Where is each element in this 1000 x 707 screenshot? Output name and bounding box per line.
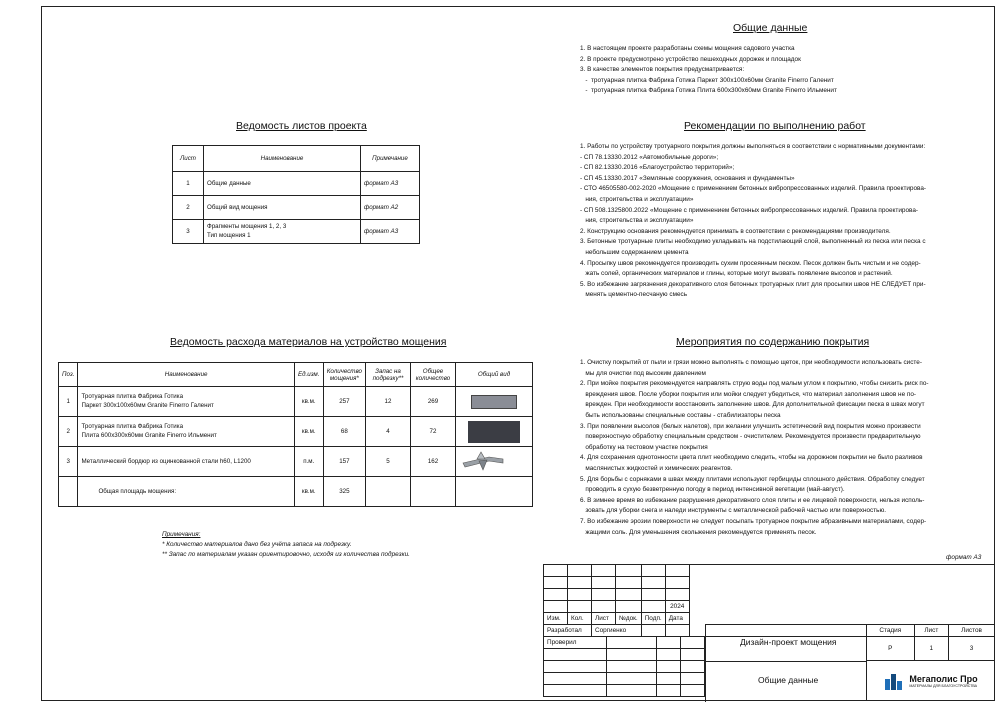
list-item: 1. Работы по устройству тротуарного покрытия должны выполняться в соответствии с нормативными документами: <box>580 143 926 150</box>
list-item: 5. Во избежание загрязнения декоративного слоя бетонных тротуарных плит для просыпки швов НЕ СЛЕДУЕТ при- <box>580 280 926 288</box>
sheet-name: Общий вид мощения <box>204 196 361 220</box>
note-line: * Количество материалов дано без учёта запаса на подрезку. <box>162 541 352 548</box>
sheets-header-num: Лист <box>173 146 204 172</box>
material-unit: кв.м. <box>294 417 323 447</box>
sheet-name: Фрагменты мощения 1, 2, 3 Тип мощения 1 <box>204 220 361 244</box>
materials-header-view: Общий вид <box>456 363 533 387</box>
list-item: 3. В качестве элементов покрытия предусматривается: <box>580 66 745 74</box>
sheets-title: Ведомость листов проекта <box>236 120 367 132</box>
list-item: - СП 45.13330.2017 «Земляные сооружения, основания и фундаменты» <box>580 174 795 182</box>
materials-header-name: Наименование <box>78 363 294 387</box>
materials-title: Ведомость расхода материалов на устройство мощения <box>170 336 447 348</box>
sheet-note: формат А2 <box>361 196 420 220</box>
material-qty: 157 <box>323 447 365 477</box>
list-item: 3. Бетонные тротуарные плиты необходимо укладывать на подстилающий слой, выполненный из песка или песка с <box>580 238 926 246</box>
sheet-num: 1 <box>173 172 204 196</box>
list-item: 5. Для борьбы с сорняками в швах между плитами используют гербициды сплошного действия. Обработку следует <box>580 475 925 483</box>
materials-header-qty: Количество мощения* <box>323 363 365 387</box>
material-pos: 1 <box>59 387 78 417</box>
list-item: 4. Для сохранения однотонности цвета плит необходимо следить, чтобы на дорожном покрытии не было разливов <box>580 454 923 462</box>
list-item: жащими соль. Для уменьшения скольжения рекомендуется применять песок. <box>580 528 817 536</box>
material-reserve: 4 <box>366 417 411 447</box>
material-view <box>456 417 533 447</box>
sheet-note: формат А3 <box>361 220 420 244</box>
materials-header-reserve: Запас на подрезку** <box>366 363 411 387</box>
list-item: 2. В проекте предусмотрено устройство пешеходных дорожек и площадок <box>580 55 801 63</box>
company-sub: МАТЕРИАЛЫ ДЛЯ БЛАГОУСТРОЙСТВА <box>909 683 978 688</box>
material-unit: п.м. <box>294 447 323 477</box>
material-qty: 68 <box>323 417 365 447</box>
metal-border-icon <box>459 449 507 473</box>
stamp-col-header: Изм. <box>544 613 568 625</box>
list-item: ния, строительства и эксплуатации» <box>580 217 694 225</box>
sheet-note: формат А3 <box>361 172 420 196</box>
list-item: 3. При появлении высолов (белых налетов), при желании улучшить эстетический вид покрытия можно произвести <box>580 422 921 430</box>
stamp-col-header: Дата <box>665 613 689 625</box>
material-unit: кв.м. <box>294 387 323 417</box>
list-item: вреждения швов. После уборки покрытия или мойки следует убедиться, что материал заполнения швов не по- <box>580 390 917 398</box>
material-name: Тротуарная плитка Фабрика Готика Плита 600х300х60мм Granite Finerro Ильменит <box>78 417 294 447</box>
list-item: небольшим содержанием цемента <box>580 248 689 256</box>
general-list <box>580 44 837 97</box>
tile-dark-image <box>468 421 520 443</box>
area-label: Общая площадь мощения: <box>78 477 294 507</box>
stamp-year: 2024 <box>665 601 689 613</box>
list-item: 1. Очистку покрытий от пыли и грязи можно выполнять с помощью щеток, при необходимости использовать систе- <box>580 359 922 366</box>
list-item: ния, строительства и эксплуатации» <box>580 195 694 203</box>
sheets-table <box>172 145 420 244</box>
material-pos: 2 <box>59 417 78 447</box>
note-line: ** Запас по материалам указан ориентировочно, исходя из количества подрезки. <box>162 551 410 558</box>
tile-light-image <box>471 395 517 409</box>
list-item: быть использованы специальные составы - стабилизаторы песка <box>580 411 781 419</box>
stamp-col-header: №док. <box>616 613 642 625</box>
sheets-label: Листов <box>949 625 995 637</box>
stage-label: Стадия <box>867 625 915 637</box>
list-item: поверхностную обработку специальным средством - очистителем. Рекомендуется произвести предварительную <box>580 433 921 441</box>
sheets-row <box>173 172 420 196</box>
stage-table <box>866 624 995 701</box>
maintenance-title: Мероприятия по содержанию покрытия <box>676 336 870 348</box>
notes-title: Примечания: <box>162 531 201 538</box>
area-unit: кв.м. <box>294 477 323 507</box>
list-item: - СП 82.13330.2016 «Благоустройство территорий»; <box>580 164 735 172</box>
materials-header-unit: Ед.изм. <box>294 363 323 387</box>
list-item: - тротуарная плитка Фабрика Готика Плита 600х300х60мм Granite Finerro Ильменит <box>580 87 837 95</box>
stage-value: Р <box>867 637 915 661</box>
company-logo-icon <box>883 670 905 692</box>
list-item: зовать для уборки снега и наледи инструменты с металлической рабочей частью или поверхностью. <box>580 507 887 515</box>
stamp-titles <box>705 624 867 702</box>
stamp-col-header: Кол. <box>568 613 592 625</box>
list-item: - тротуарная плитка Фабрика Готика Паркет 300х100х60мм Granite Finerro Галенит <box>580 76 834 84</box>
maintenance-list <box>580 358 970 538</box>
company-logo <box>867 661 995 701</box>
list-item: 6. В зимнее время во избежание разрушения декоративного слоя плиты и ее лицевой поверхности, нельзя исполь- <box>580 496 925 504</box>
material-name: Металлический бордюр из оцинкованной стали h60, L1200 <box>78 447 294 477</box>
list-item: врежден. При необходимости восстановить заполнение швов. Для дополнительной фиксации песка в швах могут <box>580 401 925 409</box>
materials-table <box>58 362 533 507</box>
list-item: мы для очистки под высоким давлением <box>580 369 706 377</box>
list-item: - СП 508.1325800.2022 «Мощение с применением бетонных вибропрессованных изделий. Правила проектирова- <box>580 206 919 214</box>
material-name: Тротуарная плитка Фабрика Готика Паркет 300х100х60мм Granite Finerro Галенит <box>78 387 294 417</box>
stamp-col-header: Подп. <box>641 613 665 625</box>
list-item: - СП 78.13330.2012 «Автомобильные дороги»; <box>580 153 719 161</box>
project-title: Дизайн-проект мощения <box>740 637 837 647</box>
sheet-num: 3 <box>173 220 204 244</box>
material-reserve: 5 <box>366 447 411 477</box>
list-item: 1. В настоящем проекте разработаны схемы мощения садового участка <box>580 45 795 52</box>
list-item: 2. Конструкцию основания рекомендуется принимать в соответствии с рекомендациями производителя. <box>580 227 891 235</box>
list-item: обработку на тестовом участке покрытия <box>580 443 708 451</box>
list-item: 2. При мойке покрытия рекомендуется направлять струю воды под малым углом к покрытию, чтобы снизить риск по- <box>580 380 929 388</box>
list-item: 7. Во избежание эрозии поверхности не следует посыпать тротуарное покрытие абразивными материалами, содер- <box>580 517 927 525</box>
sheet-value: 1 <box>914 637 949 661</box>
sheet-num: 2 <box>173 196 204 220</box>
recommendations-list <box>580 142 970 301</box>
material-total: 269 <box>411 387 456 417</box>
sheets-header-note: Примечание <box>361 146 420 172</box>
sheets-header-name: Наименование <box>204 146 361 172</box>
stamp-col-header: Лист <box>592 613 616 625</box>
notes <box>162 530 410 560</box>
materials-header-total: Общее количество <box>411 363 456 387</box>
format-label: формат А3 <box>946 554 982 561</box>
material-view <box>456 387 533 417</box>
list-item: маслянистых жидкостей и химических реагентов. <box>580 464 733 472</box>
material-total: 162 <box>411 447 456 477</box>
developed-label: Разработал <box>544 625 592 637</box>
developed-name: Соргиенко <box>592 625 642 637</box>
list-item: жать солей, органических материалов и глины, которые могут вызвать появление высолов и растений. <box>580 270 893 278</box>
material-reserve: 12 <box>366 387 411 417</box>
sheets-value: 3 <box>949 637 995 661</box>
materials-row <box>59 387 533 417</box>
sheets-row <box>173 220 420 244</box>
area-value: 325 <box>323 477 365 507</box>
material-pos: 3 <box>59 447 78 477</box>
list-item: 4. Просыпку швов рекомендуется производить сухим просеянным песком. Песок должен быть чистым и не содер- <box>580 259 921 267</box>
list-item: менять цементно-песчаную смесь <box>580 291 688 299</box>
sheet-title: Общие данные <box>758 675 819 685</box>
checked-label: Проверил <box>544 637 607 649</box>
material-view <box>456 447 533 477</box>
materials-total-row <box>59 477 533 507</box>
materials-row <box>59 447 533 477</box>
sheets-row <box>173 196 420 220</box>
list-item: проводить в сухую безветренную погоду в период интенсивной вегетации (май-август). <box>580 486 845 494</box>
list-item: - СТО 46505580-002-2020 «Мощение с применением бетонных вибропрессованных изделий. Правила проектирова- <box>580 185 927 193</box>
recommendations-title: Рекомендации по выполнению работ <box>684 120 866 132</box>
sheet-name: Общие данные <box>204 172 361 196</box>
materials-row <box>59 417 533 447</box>
company-name: Мегаполис Про <box>909 673 978 684</box>
material-qty: 257 <box>323 387 365 417</box>
materials-header-pos: Поз. <box>59 363 78 387</box>
general-title: Общие данные <box>733 22 808 34</box>
sheet-label: Лист <box>914 625 949 637</box>
material-total: 72 <box>411 417 456 447</box>
